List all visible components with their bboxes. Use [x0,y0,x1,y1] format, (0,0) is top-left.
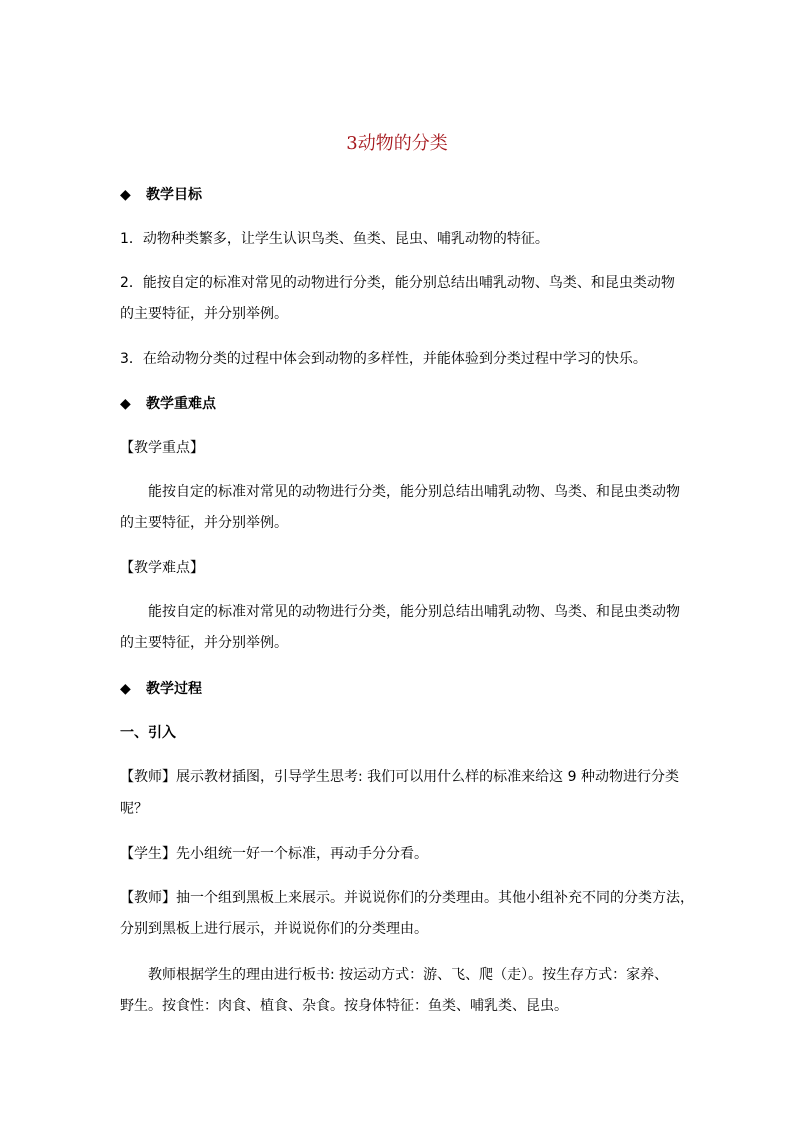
focus-label: 【教学重点】 [120,440,204,456]
goal-item-2-line-1: 2．能按自定的标准对常见的动物进行分类，能分别总结出哺乳动物、鸟类、和昆虫类动物 [120,275,675,291]
diamond-bullet-icon: ◆ [120,187,131,203]
diamond-bullet-icon: ◆ [120,681,131,697]
goal-item-2-line-2: 的主要特征，并分别举例。 [120,306,288,322]
teacher-paragraph-2-line-1: 【教师】抽一个组到黑板上来展示。并说说你们的分类理由。其他小组补充不同的分类方法， [120,890,694,906]
intro-heading: 一、引入 [120,725,176,741]
student-paragraph-1: 【学生】先小组统一好一个标准，再动手分分看。 [120,846,428,862]
document-title: 3动物的分类 [346,133,448,154]
focus-text-line-1: 能按自定的标准对常见的动物进行分类，能分别总结出哺乳动物、鸟类、和昆虫类动物 [148,484,680,500]
goal-item-3: 3．在给动物分类的过程中体会到动物的多样性，并能体验到分类过程中学习的快乐。 [120,351,647,367]
goal-item-1: 1．动物种类繁多，让学生认识鸟类、鱼类、昆虫、哺乳动物的特征。 [120,231,549,247]
board-notes-line-1: 教师根据学生的理由进行板书: 按运动方式：游、飞、爬（走）。按生存方式：家养、 [148,967,669,983]
section-heading-key-points [120,395,216,413]
section-heading-label: 教学目标 [146,187,202,203]
difficulty-text-line-2: 的主要特征，并分别举例。 [120,635,288,651]
board-notes-line-2: 野生。按食性：肉食、植食、杂食。按身体特征：鱼类、哺乳类、昆虫。 [120,998,568,1014]
teacher-paragraph-2-line-2: 分别到黑板上进行展示，并说说你们的分类理由。 [120,921,428,937]
teacher-paragraph-1-line-1: 【教师】展示教材插图，引导学生思考: 我们可以用什么样的标准来给这 9 种动物进行分类 [120,769,679,785]
section-heading-label: 教学重难点 [146,396,216,412]
difficulty-text-line-1: 能按自定的标准对常见的动物进行分类，能分别总结出哺乳动物、鸟类、和昆虫类动物 [148,604,680,620]
focus-text-line-2: 的主要特征，并分别举例。 [120,515,288,531]
diamond-bullet-icon: ◆ [120,396,131,412]
teacher-paragraph-1-line-2: 呢？ [120,801,148,817]
section-heading-process [120,680,202,698]
difficulty-label: 【教学难点】 [120,560,204,576]
section-heading-goals [120,186,202,204]
section-heading-label: 教学过程 [146,681,202,697]
